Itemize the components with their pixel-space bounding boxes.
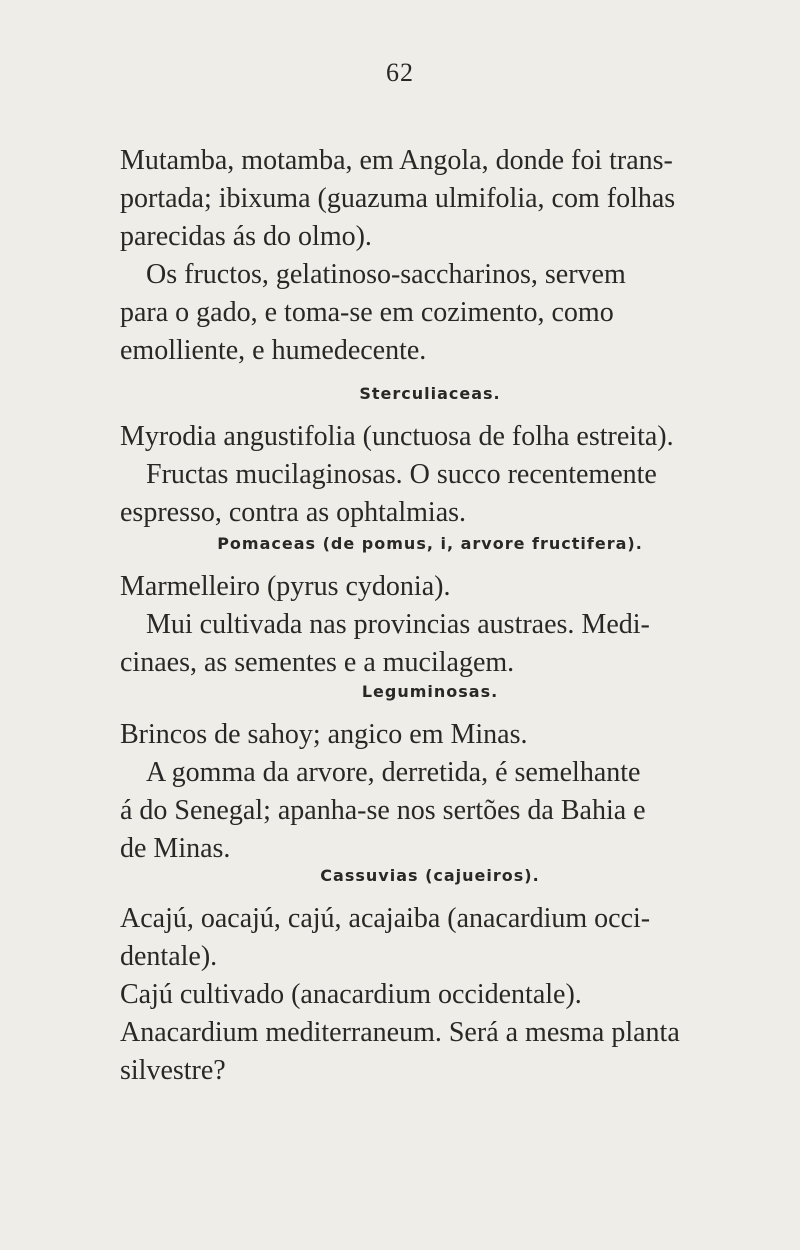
section-heading: Pomaceas (de pomus, i, arvore fructifera). [217,534,643,553]
text-line: cinaes, as sementes e a mucilagem. [120,647,515,678]
section-cassuvias [120,852,740,1090]
text-line: Os fructos, gelatinoso-saccharinos, servem [146,259,626,290]
text-line: dentale). [120,941,218,972]
text-line: á do Senegal; apanha-se nos sertões da Bahia e [120,795,646,826]
text-line: Mutamba, motamba, em Angola, donde foi trans- [120,145,673,176]
text-line: portada; ibixuma (guazuma ulmifolia, com folhas [120,183,676,214]
section-leguminosas [120,668,740,868]
text-line: Marmelleiro (pyrus cydonia). [120,571,451,602]
text-line: Brincos de sahoy; angico em Minas. [120,719,528,750]
text-line: Myrodia angustifolia (unctuosa de folha estreita). [120,421,674,452]
text-line: espresso, contra as ophtalmias. [120,497,467,528]
section-pomaceas [120,520,740,682]
text-line: parecidas ás do olmo). [120,221,372,252]
text-line: Acajú, oacajú, cajú, acajaiba (anacardium occi- [120,903,651,934]
text-line: emolliente, e humedecente. [120,335,427,366]
text-line: de Minas. [120,833,231,864]
section-sterculiaceas [120,370,740,532]
text-line: Cajú cultivado (anacardium occidentale). [120,979,582,1010]
section-heading: Sterculiaceas. [359,384,501,403]
text-line: Fructas mucilaginosas. O succo recentemente [146,459,657,490]
text-line: silvestre? [120,1055,226,1086]
section-heading: Leguminosas. [361,682,499,701]
text-line: A gomma da arvore, derretida, é semelhante [146,757,641,788]
text-line: Mui cultivada nas provincias austraes. Medi- [146,609,650,640]
section-mutamba [120,142,740,370]
page-number: 62 [386,58,414,87]
text-line: Anacardium mediterraneum. Será a mesma planta [120,1017,680,1048]
text-line: para o gado, e toma-se em cozimento, como [120,297,614,328]
section-heading: Cassuvias (cajueiros). [320,866,540,885]
